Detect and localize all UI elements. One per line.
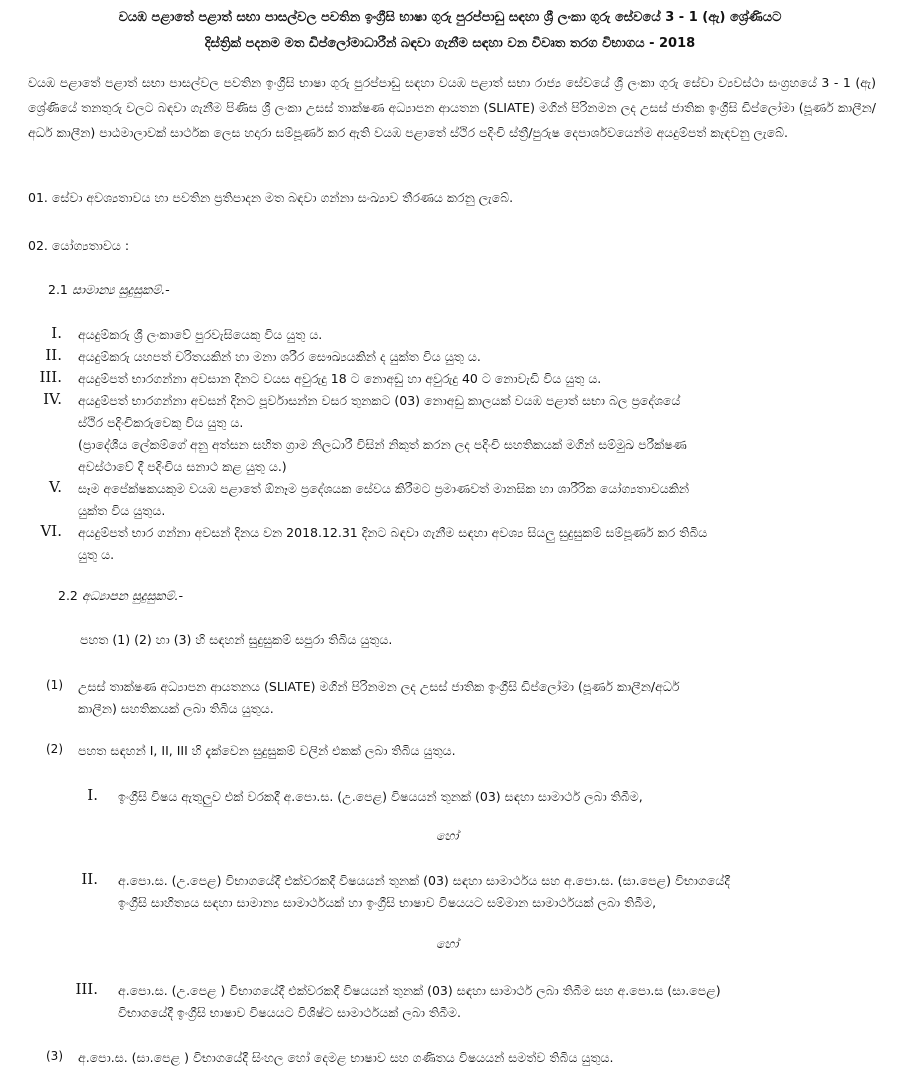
education-lead: පහත (1) (2) හා (3) හි සඳහන් සුදුසුකම් සපුරා තිබිය යුතුය. — [80, 632, 393, 647]
or-separator: හෝ — [436, 828, 459, 843]
section-01: 01. සේවා අවශ්‍යතාවය හා පවතින ප්‍රතිපාදන මත බඳවා ගන්නා සංඛ්‍යාව තීරණය කරනු ලැබේ. — [28, 190, 514, 205]
option-number: III. — [75, 980, 98, 998]
req-number: VI. — [40, 522, 62, 540]
option-line: අ.පො.ස. (උ.පෙළ ) විභාගයේදී එක්වරකදී විෂයයන් තුනක් (03) සඳහා සාමාර්ථ ලබා තිබීම සහ අ.පො.ස (සා.පෙළ) — [118, 983, 721, 998]
req-number: II. — [45, 346, 62, 364]
req-number: V. — [49, 478, 62, 496]
sub-2-1-number: 2.1 — [48, 282, 68, 297]
document-title-line-2: දිස්ත්‍රික් පදනම මත ඩිප්ලෝමාධාරීන් බඳවා ගැනීම සඳහා වන විවෘත තරග විභාගය - 2018 — [204, 36, 696, 51]
option-line: අ.පො.ස. (උ.පෙළ) විභාගයේදී එක්වරකදී විෂයයන් තුනක් (03) සඳහා සාමාර්ථය සහ අ.පො.ස. (සා.පෙළ) විභාගයේදී — [118, 873, 730, 888]
req-line: සෑම අපේක්ෂකයකුම වයඹ පළාතේ ඕනෑම ප්‍රදේශයක සේවය කිරීමට ප්‍රමාණවත් මානසික හා ශාරීරික යෝග්‍යතාවයකින් — [78, 481, 690, 496]
edu-item-number: (2) — [46, 742, 63, 756]
option-line: ඉංග්‍රීසි විෂය ඇතුලුව එක් වරකදී අ.පො.ස. (උ.පෙළ) විෂයයන් තුනක් (03) සඳහා සාමාර්ථ ලබා තිබීම, — [118, 789, 643, 804]
req-number: IV. — [43, 390, 62, 408]
option-line: ඉංග්‍රීසි සාහිත්‍යය සඳහා සාමාන්‍ය සාමාර්ථයක් හා ඉංග්‍රීසි භාෂාව විෂයයට සම්මාන සාමාර්ථයක් ලබා තිබීම, — [118, 895, 657, 910]
option-line: විභාගයේදී ඉංග්‍රීසි භාෂාව විෂයයට විශිෂ්ට සාමාර්ථයක් ලබා තිබීම. — [118, 1005, 461, 1020]
req-line: (ප්‍රාදේශීය ලේකම්ගේ අනු අත්සන සහිත ග්‍රාම නිලධාරී විසින් නිකුත් කරන ලද පදිංචි සහතිකයක් මගින් සම්මුඛ පරීක්ෂණ — [78, 437, 687, 452]
document-title-line-1: වයඹ පළාතේ පළාත් සභා පාසල්වල පවතින ඉංග්‍රීසි භාෂා ගුරු පුරප්පාඩු සඳහා ශ්‍රී ලංකා ගුරු සේවයේ 3 - 1 (ඇ) ශ්‍රේණියට — [118, 10, 782, 25]
edu-item-line: උසස් තාක්ෂණ අධ්‍යාපන ආයතනය (SLIATE) මගින් පිරිනමන ලද උසස් ජාතික ඉංග්‍රීසි ඩිප්ලෝමා (පූර්ණ කාලීන/අර්ධ — [78, 679, 680, 694]
req-number: I. — [51, 324, 62, 342]
req-line: අයදුම්පත් භාරගන්නා අවසාන දිනට වයස අවුරුදු 18 ට නොඅඩු හා අවුරුදු 40 ට නොවැඩි විය යුතු ය. — [78, 371, 602, 386]
req-line: ස්ථිර පදිංචිකරුවෙකු විය යුතු ය. — [78, 415, 244, 430]
edu-item-line: අ.පො.ස. (සා.පෙළ ) විභාගයේදී සිංහල හෝ දෙමළ භාෂාව සහ ගණිතය විෂයයන් සමත්ව තිබිය යුතුය. — [78, 1050, 614, 1065]
edu-item-number: (1) — [46, 678, 63, 692]
option-number: I. — [87, 786, 98, 804]
req-line: අයදුම්පත් භාර ගන්නා අවසන් දිනය වන 2018.12.31 දිනට බඳවා ගැනීම සඳහා අවශ්‍ය සියලු සුදුසුකම් සම්පූර්ණ කර තිබිය — [78, 525, 708, 540]
sub-2-1-heading: සාමාන්‍ය සුදුසුකම්.- — [72, 282, 170, 297]
option-number: II. — [81, 870, 98, 888]
req-line: යුක්ත විය යුතුය. — [78, 503, 166, 518]
sub-2-2-heading: අධ්‍යාපන සුදුසුකම්.- — [82, 588, 184, 603]
req-line: අයදුම්කරු ශ්‍රී ලංකාවේ පුරවැසියෙකු විය යුතු ය. — [78, 327, 323, 342]
req-line: අවස්ථාවේ දී පදිංචිය සනාථ කළ යුතු ය.) — [78, 459, 287, 474]
req-line: යුතු ය. — [78, 547, 115, 562]
req-line: අයදුම්කරු යහපත් චරිතයකින් හා මනා ශරීර සෞඛ්‍යයකින් ද යුක්ත විය යුතු ය. — [78, 349, 481, 364]
sub-2-2-number: 2.2 — [58, 588, 78, 603]
edu-item-line: පහත සඳහන් I, II, III හි දැක්වෙන සුදුසුකම් වලින් එකක් ලබා තිබිය යුතුය. — [78, 743, 456, 758]
edu-item-line: කාලීන) සහතිකයක් ලබා තිබිය යුතුය. — [78, 701, 274, 716]
edu-item-number: (3) — [46, 1049, 63, 1063]
req-line: අයදුම්පත් භාරගන්නා අවසන් දිනට පූර්වාසන්න වසර තුනකට (03) නොඅඩු කාලයක් වයඹ පළාත් සභා බල ප්‍රදේශයේ — [78, 393, 681, 408]
intro-paragraph: වයඹ පළාතේ පළාත් සභා පාසල්වල පවතින ඉංග්‍රීසි භාෂා ගුරු පුරප්පාඩු සඳහා වයඹ පළාත් සභා රාජ්‍ය සේවයේ ශ්‍රී ලංකා ගුරු සේවා ව්‍යවස්ථා සංග්‍රහයේ 3 - 1 (ඇ) ශ්‍රේණියේ තනතුරු වලට බඳවා ගැනීම පිණිස ශ්‍රී ලංකා උසස් තාක්ෂණ අධ්‍යාපන ආයතන (SLIATE) මගින් පිරිනමන ලද උසස් ජාතික ඉංග්‍රීසි ඩිප්ලෝමා (පූර්ණ කාලීන/අර්ධ කාලීන) පාඨමාලාවක් සාර්ථක ලෙස හදාරා සම්පූර්ණ කර ඇති වයඹ පළාතේ ස්ථිර පදිංචි ස්ත්‍රී/පුරුෂ දෙපාර්ශවයෙන්ම අයදුම්පත් කැඳවනු ලැබේ. — [28, 75, 876, 140]
req-number: III. — [39, 368, 62, 386]
or-separator: හෝ — [436, 936, 459, 951]
section-02-heading: 02. යෝග්‍යතාවය : — [28, 238, 130, 253]
